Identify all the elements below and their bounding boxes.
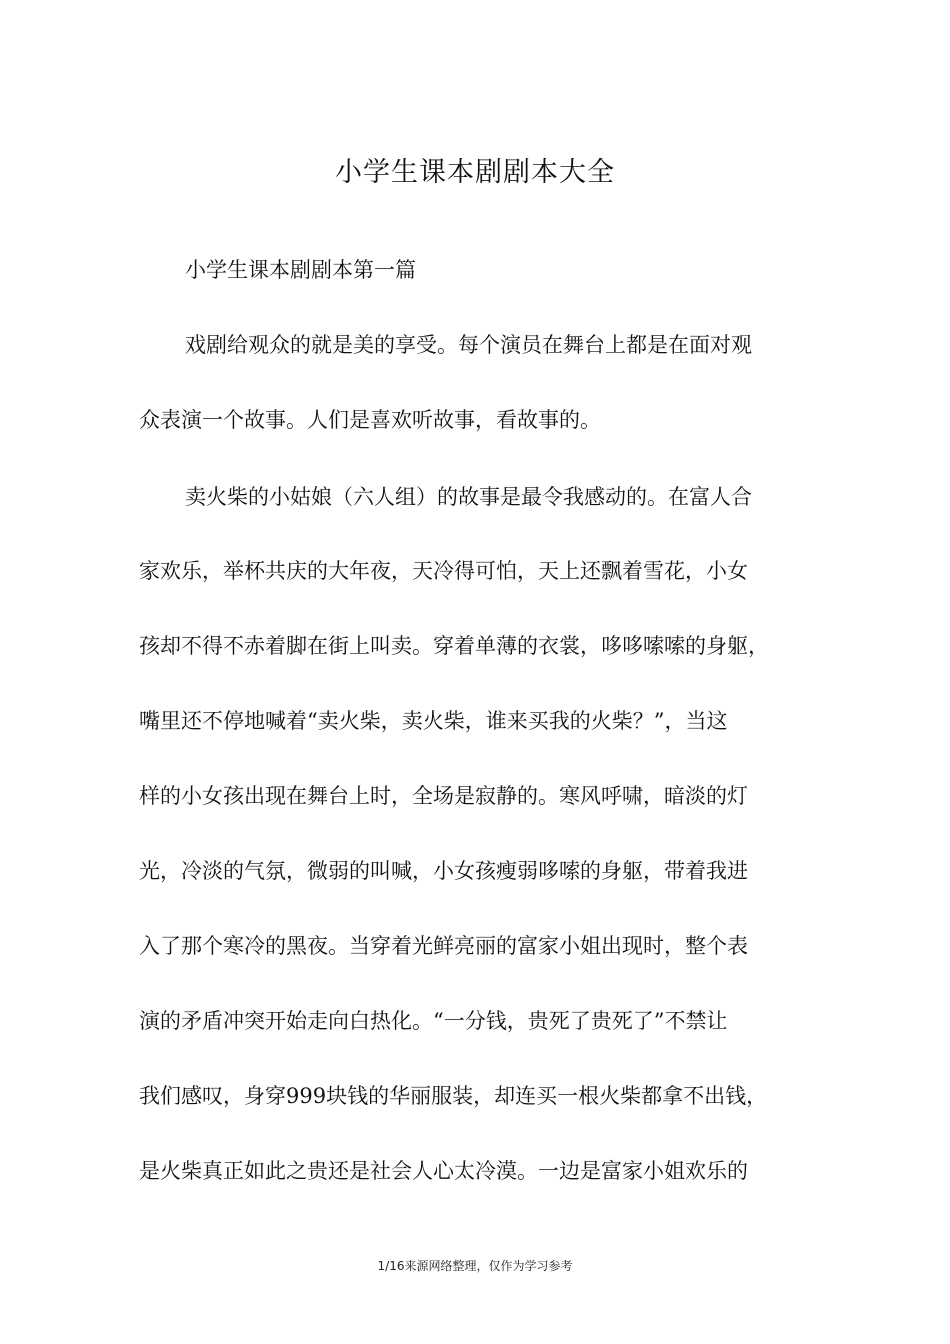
paragraph-line: 是火柴真正如此之贵还是社会人心太冷漠。一边是富家小姐欢乐的 <box>139 1159 748 1183</box>
paragraph-line: 我们感叹，身穿999块钱的华丽服装，却连买一根火柴都拿不出钱， <box>139 1084 768 1108</box>
paragraph-line: 演的矛盾冲突开始走向白热化。“一分钱，贵死了贵死了”不禁让 <box>139 1009 728 1033</box>
document-title: 小学生课本剧剧本大全 <box>335 157 615 188</box>
paragraph-line: 孩却不得不赤着脚在街上叫卖。穿着单薄的衣裳，哆哆嗦嗦的身躯， <box>139 634 769 658</box>
paragraph-line: 众表演一个故事。人们是喜欢听故事，看故事的。 <box>139 408 601 432</box>
paragraph-line: 家欢乐，举杯共庆的大年夜，天冷得可怕，天上还飘着雪花，小女 <box>139 559 748 583</box>
paragraph-line: 样的小女孩出现在舞台上时，全场是寂静的。寒风呼啸，暗淡的灯 <box>139 784 748 808</box>
paragraph-line: 入了那个寒冷的黑夜。当穿着光鲜亮丽的富家小姐出现时，整个表 <box>139 934 748 958</box>
paragraph-line: 光，冷淡的气氛，微弱的叫喊，小女孩瘦弱哆嗦的身躯，带着我进 <box>139 859 748 883</box>
paragraph-line: 卖火柴的小姑娘（六人组）的故事是最令我感动的。在富人合 <box>185 485 752 509</box>
page-footer: 1/16来源网络整理，仅作为学习参考 <box>377 1259 573 1273</box>
section-heading: 小学生课本剧剧本第一篇 <box>185 258 416 282</box>
paragraph-line: 戏剧给观众的就是美的享受。每个演员在舞台上都是在面对观 <box>185 333 752 357</box>
paragraph-line: 嘴里还不停地喊着“卖火柴，卖火柴，谁来买我的火柴？”，当这 <box>139 709 728 733</box>
